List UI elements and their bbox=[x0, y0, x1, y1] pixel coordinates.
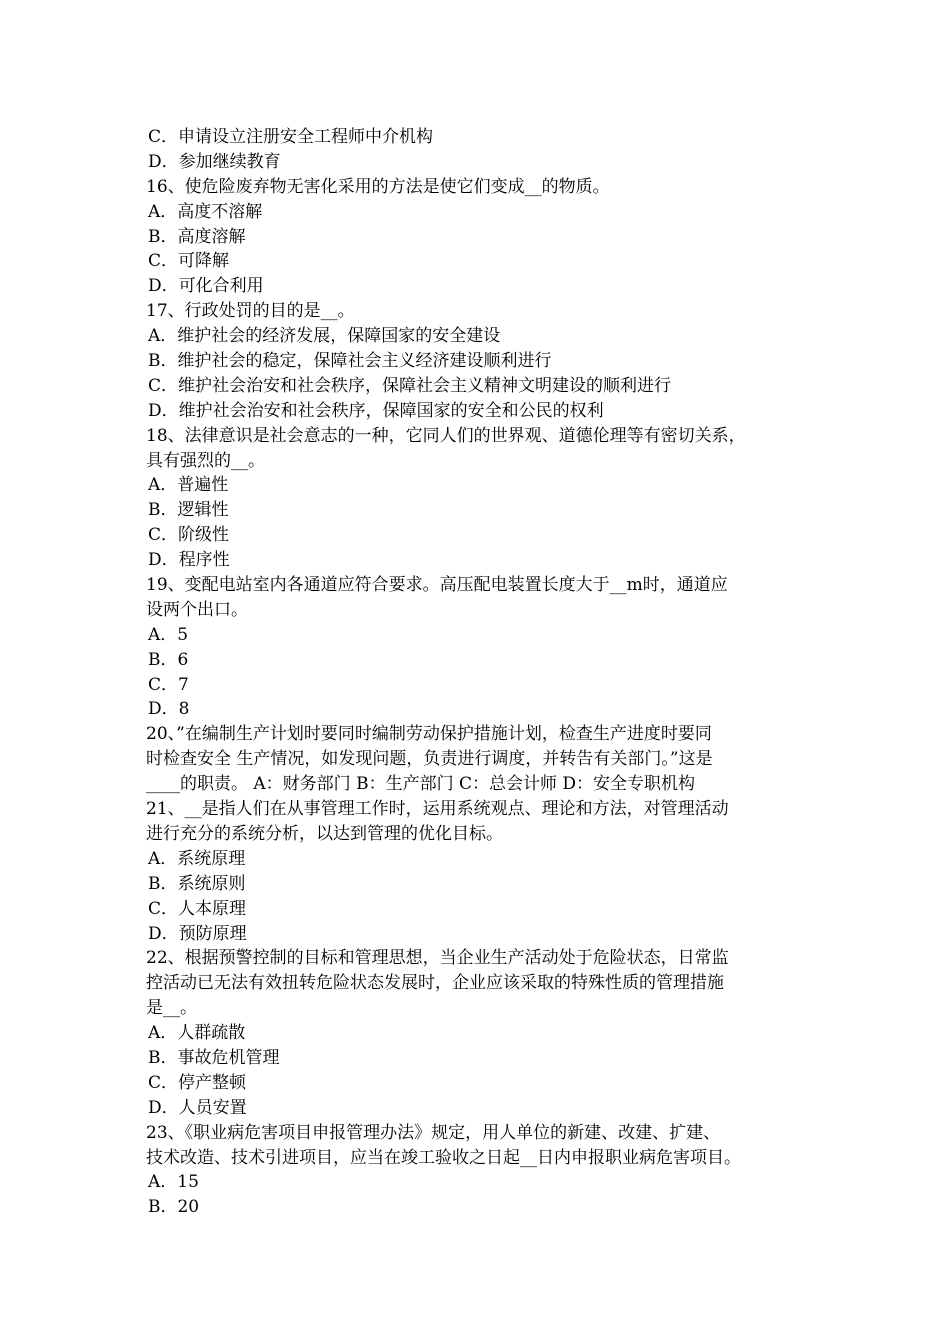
answer-option-line: B．逻辑性 bbox=[148, 500, 229, 521]
answer-option-line: A．5 bbox=[148, 624, 189, 645]
answer-option-line: D．预防原理 bbox=[148, 923, 247, 944]
question-text-line: 控活动已无法有效扭转危险状态发展时，企业应该采取的特殊性质的管理措施 bbox=[146, 973, 724, 994]
answer-option-line: B．20 bbox=[148, 1197, 200, 1218]
question-text-line: 技术改造、技术引进项目，应当在竣工验收之日起__日内申报职业病危害项目。 bbox=[146, 1147, 741, 1168]
answer-option-line: A．人群疏散 bbox=[148, 1023, 246, 1044]
answer-option-line: C．人本原理 bbox=[148, 898, 247, 919]
question-text-line: 具有强烈的__。 bbox=[146, 450, 265, 471]
question-text-line: 21、__是指人们在从事管理工作时，运用系统观点、理论和方法，对管理活动 bbox=[146, 799, 729, 820]
question-text-line: 设两个出口。 bbox=[146, 599, 248, 620]
answer-option-line: D．可化合利用 bbox=[148, 276, 264, 297]
answer-option-line: A．维护社会的经济发展，保障国家的安全建设 bbox=[148, 326, 501, 347]
answer-option-line: C．7 bbox=[148, 674, 189, 695]
answer-option-line: A．普遍性 bbox=[148, 475, 229, 496]
question-text-line: 是__。 bbox=[146, 998, 197, 1019]
question-text-line: 17、行政处罚的目的是__。 bbox=[146, 301, 355, 322]
answer-option-line: A．15 bbox=[148, 1172, 199, 1193]
question-text-line: ____的职责。 A：财务部门 B：生产部门 C：总会计师 D：安全专职机构 bbox=[146, 774, 696, 795]
answer-option-line: B．高度溶解 bbox=[148, 226, 246, 247]
answer-option-line: C．可降解 bbox=[148, 251, 230, 272]
answer-option-line: D．人员安置 bbox=[148, 1097, 247, 1118]
answer-option-line: C．维护社会治安和社会秩序，保障社会主义精神文明建设的顺利进行 bbox=[148, 375, 672, 396]
answer-option-line: D．8 bbox=[148, 699, 190, 720]
question-text-line: 18、法律意识是社会意志的一种，它同人们的世界观、道德伦理等有密切关系， bbox=[146, 425, 746, 446]
question-text-line: 进行充分的系统分析，以达到管理的优化目标。 bbox=[146, 823, 503, 844]
answer-option-line: D．程序性 bbox=[148, 550, 230, 571]
answer-option-line: A．系统原理 bbox=[148, 848, 246, 869]
question-text-line: 20、”在编制生产计划时要同时编制劳动保护措施计划，检查生产进度时要同 bbox=[146, 724, 712, 745]
answer-option-line: B．维护社会的稳定，保障社会主义经济建设顺利进行 bbox=[148, 351, 552, 372]
question-text-line: 23、《职业病危害项目申报管理办法》规定，用人单位的新建、改建、扩建、 bbox=[146, 1122, 721, 1143]
answer-option-line: B．事故危机管理 bbox=[148, 1047, 280, 1068]
answer-option-line: A．高度不溶解 bbox=[148, 201, 263, 222]
question-text-line: 22、根据预警控制的目标和管理思想，当企业生产活动处于危险状态，日常监 bbox=[146, 948, 729, 969]
answer-option-line: B．6 bbox=[148, 649, 189, 670]
answer-option-line: D．维护社会治安和社会秩序，保障国家的安全和公民的权利 bbox=[148, 400, 604, 421]
document-body bbox=[146, 125, 816, 1220]
question-text-line: 19、变配电站室内各通道应符合要求。高压配电装置长度大于__m时，通道应 bbox=[146, 575, 728, 596]
answer-option-line: C．申请设立注册安全工程师中介机构 bbox=[148, 127, 434, 147]
answer-option-line: C．阶级性 bbox=[148, 525, 230, 546]
answer-option-line: C．停产整顿 bbox=[148, 1072, 247, 1093]
question-text-line: 16、使危险废弃物无害化采用的方法是使它们变成__的物质。 bbox=[146, 176, 610, 197]
answer-option-line: B．系统原则 bbox=[148, 873, 246, 894]
answer-option-line: D．参加继续教育 bbox=[148, 151, 281, 172]
question-text-line: 时检查安全 生产情况，如发现问题，负责进行调度，并转告有关部门。”这是 bbox=[146, 749, 713, 770]
